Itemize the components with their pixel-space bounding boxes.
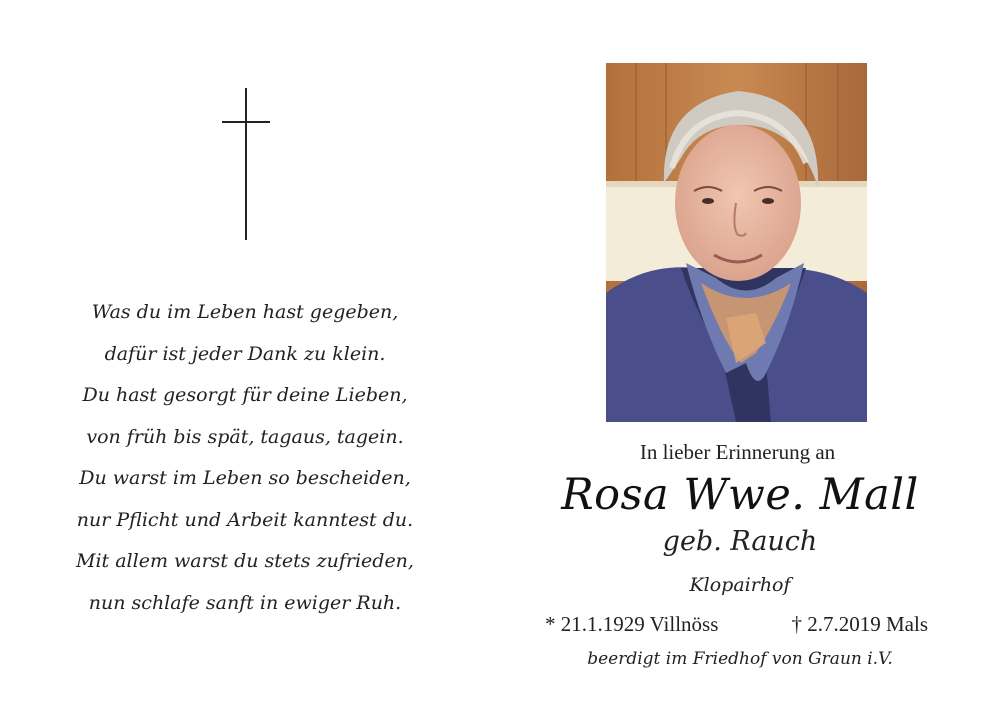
poem-line: dafür ist jeder Dank zu klein. xyxy=(104,342,386,365)
birth-date: * 21.1.1929 Villnöss xyxy=(545,612,719,636)
memorial-intro: In lieber Erinnerung an xyxy=(639,440,836,464)
poem-line: nur Pflicht und Arbeit kanntest du. xyxy=(76,508,414,531)
burial-note: beerdigt im Friedhof von Graun i.V. xyxy=(587,649,893,669)
memorial-poem xyxy=(40,292,450,624)
poem-line: von früh bis spät, tagaus, tagein. xyxy=(86,425,404,448)
poem-line: Du warst im Leben so bescheiden, xyxy=(79,467,411,489)
poem-line: Mit allem warst du stets zufrieden, xyxy=(76,550,414,572)
portrait-photo xyxy=(606,63,867,422)
poem-line: Du hast gesorgt für deine Lieben, xyxy=(82,384,408,406)
farm-name: Klopairhof xyxy=(689,574,791,596)
cross-icon xyxy=(222,88,270,240)
death-date: † 2.7.2019 Mals xyxy=(791,612,928,636)
portrait-illustration xyxy=(606,63,867,422)
deceased-name: Rosa Wwe. Mall xyxy=(561,470,919,520)
birth-name: geb. Rauch xyxy=(662,526,818,557)
poem-line: nun schlafe sanft in ewiger Ruh. xyxy=(88,591,402,614)
poem-line: Was du im Leben hast gegeben, xyxy=(91,301,399,323)
